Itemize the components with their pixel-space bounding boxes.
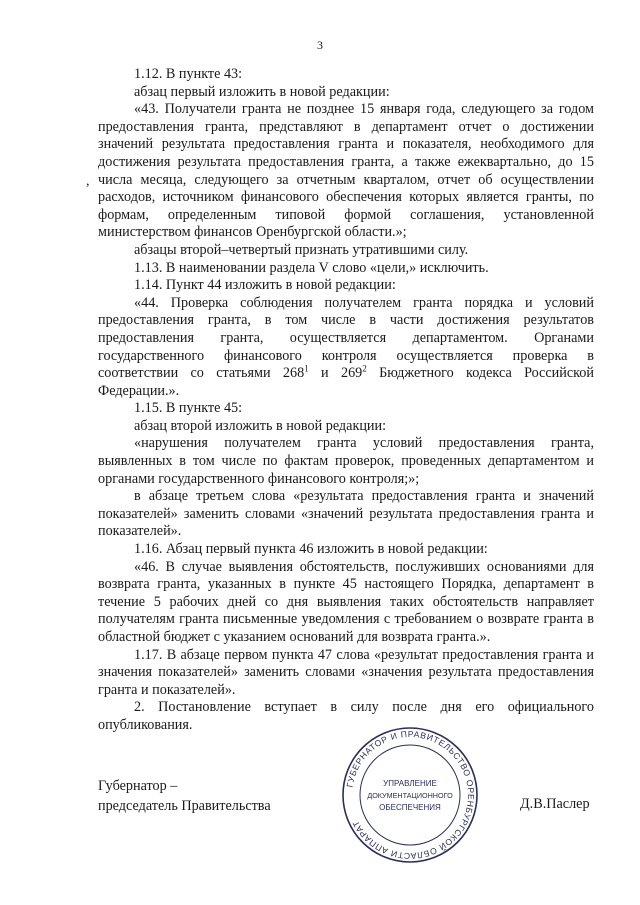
page-number: 3 — [317, 38, 323, 52]
stray-mark: , — [86, 174, 90, 189]
stamp-outer-text: ГУБЕРНАТОР И ПРАВИТЕЛЬСТВО ОРЕНБУРГСКОЙ ОБЛАСТИ АППАРАТ — [344, 728, 477, 862]
paragraph-1-12: 1.12. В пункте 43: — [134, 66, 243, 82]
paragraph-1-17: 1.17. В абзаце первом пункта 47 слова «результат предоставления гранта и значения показателей» заменить словами «значения результата предоставления гранта и показателей». — [98, 646, 594, 698]
paragraph-44-mid: и 269 — [308, 365, 363, 382]
signatory-title — [98, 776, 271, 816]
official-stamp — [340, 725, 480, 865]
paragraph-45-third: в абзаце третьем слова «результата предоставления гранта и значений показателей» заменить словами «значений результата предоставления гранта и показателей». — [98, 488, 594, 540]
paragraph-44-text: «44. Проверка соблюдения получателем гранта порядка и условий предоставления гранта, в том числе в части достижения результатов предоставления гранта, осуществляется департаментом. Органами государственного финансового контроля осуществляется проверка в соответствии со статьями 268 — [98, 294, 594, 382]
paragraph-1-15: 1.15. В пункте 45: — [134, 400, 243, 417]
document-body — [98, 66, 594, 735]
signatory-title-line-2: председатель Правительства — [98, 798, 271, 814]
paragraph-44-end: Бюджетного кодекса Российской Федерации.». — [98, 365, 594, 399]
paragraph-2: 2. Постановление вступает в силу после дня его официального опубликования. — [98, 699, 594, 733]
paragraph-43-intro: абзац первый изложить в новой редакции: — [134, 83, 390, 100]
superscript-2: 2 — [362, 363, 367, 374]
paragraph-1-16: 1.16. Абзац первый пункта 46 изложить в новой редакции: — [134, 541, 488, 558]
paragraph-45-quote: «нарушения получателем гранта условий предоставления гранта, выявленных в том числе по фактам проверок, проведенных департаментом и органами государственного финансового контроля;»; — [98, 435, 594, 487]
stamp-line-1: УПРАВЛЕНИЕ — [383, 779, 437, 788]
paragraph-43-quote: «43. Получатели гранта не позднее 15 января года, следующего за годом предоставления гранта, представляют в департамент отчет о достижении значений результата предоставления гранта и показателя, необходимого для достижения результата предоставления гранта, а также ежеквартально, до 15 числа месяца, следующего за отчетным кварталом, отчет об осуществлении расходов, источником финансового обеспечения которых является гранты, по формам, определенным типовой формой соглашения, установленной министерством финансов Оренбургской области.»; — [98, 101, 594, 241]
paragraph-1-13: 1.13. В наименовании раздела V слово «цели,» исключить. — [134, 259, 489, 276]
stamp-line-2: ДОКУМЕНТАЦИОННОГО — [367, 791, 453, 800]
paragraph-43-repeal: абзацы второй–четвертый признать утратившими силу. — [134, 241, 469, 258]
paragraph-44-quote — [98, 295, 594, 401]
superscript-1: 1 — [304, 363, 309, 374]
signatory-title-line-1: Губернатор – — [98, 778, 178, 794]
paragraph-1-14: 1.14. Пункт 44 изложить в новой редакции: — [134, 277, 396, 294]
paragraph-45-intro: абзац второй изложить в новой редакции: — [134, 417, 387, 434]
stamp-line-3: ОБЕСПЕЧЕНИЯ — [379, 803, 441, 812]
signatory-name: Д.В.Паслер — [520, 796, 590, 812]
paragraph-46-quote: «46. В случае выявления обстоятельств, послуживших основаниями для возврата гранта, указанных в пункте 45 настоящего Порядка, департамент в течение 5 рабочих дней со дня выявления таких обстоятельств направляет получателям гранта письменные уведомления с требованием о возврате гранта в областной бюджет с указанием оснований для возврата гранта.». — [98, 558, 594, 645]
